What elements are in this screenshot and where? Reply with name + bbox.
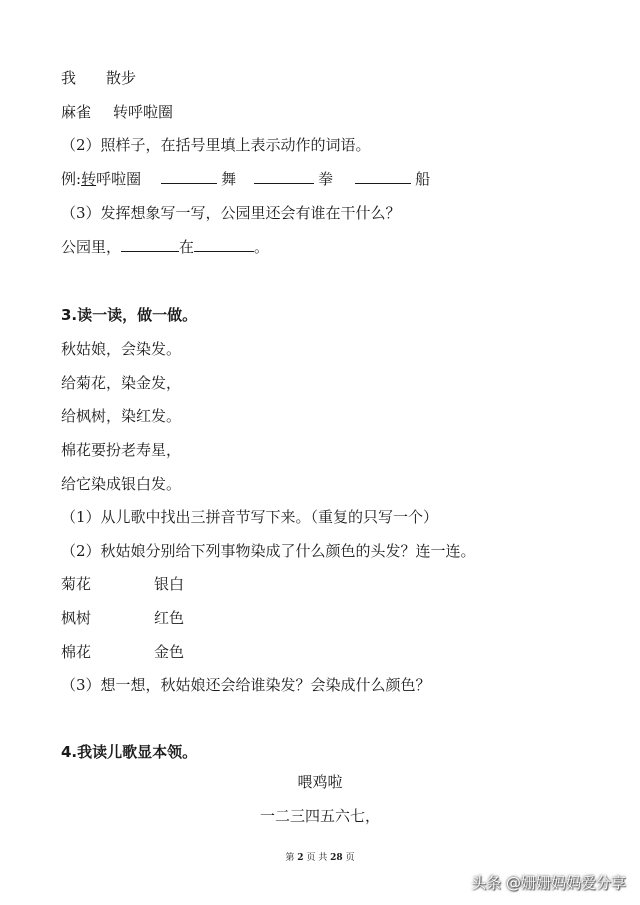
answer-blank[interactable] [121,237,179,252]
poem-line: 一二三四五六七， [259,807,380,825]
example-fill-line [61,169,430,189]
fill-prefix: 公园里， [61,238,122,256]
poem-line: 棉花要扮老寿星， [61,441,182,459]
footer-prefix: 第 [285,853,295,863]
poem-line: 给菊花，染金发， [61,374,182,392]
poem-line: 给它染成银白发。 [61,475,182,493]
action-text: 散步 [106,69,137,87]
question-2-text: （2）秋姑娘分别给下列事物染成了什么颜色的头发？连一连。 [61,542,476,560]
answer-blank[interactable] [194,237,254,252]
blank-word: 舞 [221,170,237,188]
section-3-heading: 3.读一读，做一做。 [61,306,198,324]
match-left-item[interactable]: 棉花 [61,643,92,661]
action-text: 转呼啦圈 [113,103,174,121]
answer-blank[interactable] [161,169,217,184]
poem-line: 秋姑娘，会染发。 [61,340,182,358]
page-total: 28 [330,853,343,863]
footer-mid: 页 共 [306,853,328,863]
example-object: 呼啦圈 [96,170,142,188]
page-footer [0,852,640,864]
match-left-item[interactable]: 枫树 [61,609,92,627]
park-fill-line [61,237,269,257]
example-line-2 [61,102,173,122]
subject-text: 我 [61,69,77,87]
match-right-item[interactable]: 金色 [154,643,185,661]
match-right-item[interactable]: 银白 [154,575,185,593]
answer-blank[interactable] [355,169,411,184]
blank-word: 拳 [318,170,334,188]
example-line-1 [61,68,136,88]
page-number: 2 [297,853,304,863]
subject-text: 麻雀 [61,103,92,121]
question-3-text: （3）想一想，秋姑娘还会给谁染发？会染成什么颜色？ [61,676,431,694]
question-2-text: （2）照样子，在括号里填上表示动作的词语。 [61,136,371,154]
match-left-item[interactable]: 菊花 [61,575,92,593]
question-3-text: （3）发挥想象写一写，公园里还会有谁在干什么？ [61,204,401,222]
blank-word: 船 [415,170,431,188]
poem-title: 喂鸡啦 [297,773,343,791]
poem-line: 给枫树，染红发。 [61,407,182,425]
question-1-text: （1）从儿歌中找出三拼音节写下来。（重复的只写一个） [61,508,439,526]
answer-blank[interactable] [254,169,314,184]
fill-end: 。 [254,238,270,256]
example-verb: 转 [81,170,97,188]
footer-suffix: 页 [345,853,355,863]
example-label: 例: [61,170,82,188]
watermark-text: 头条 @姗姗妈妈爱分享 [471,874,626,892]
match-right-item[interactable]: 红色 [154,609,185,627]
section-4-heading: 4.我读儿歌显本领。 [61,743,198,761]
fill-mid: 在 [179,238,195,256]
